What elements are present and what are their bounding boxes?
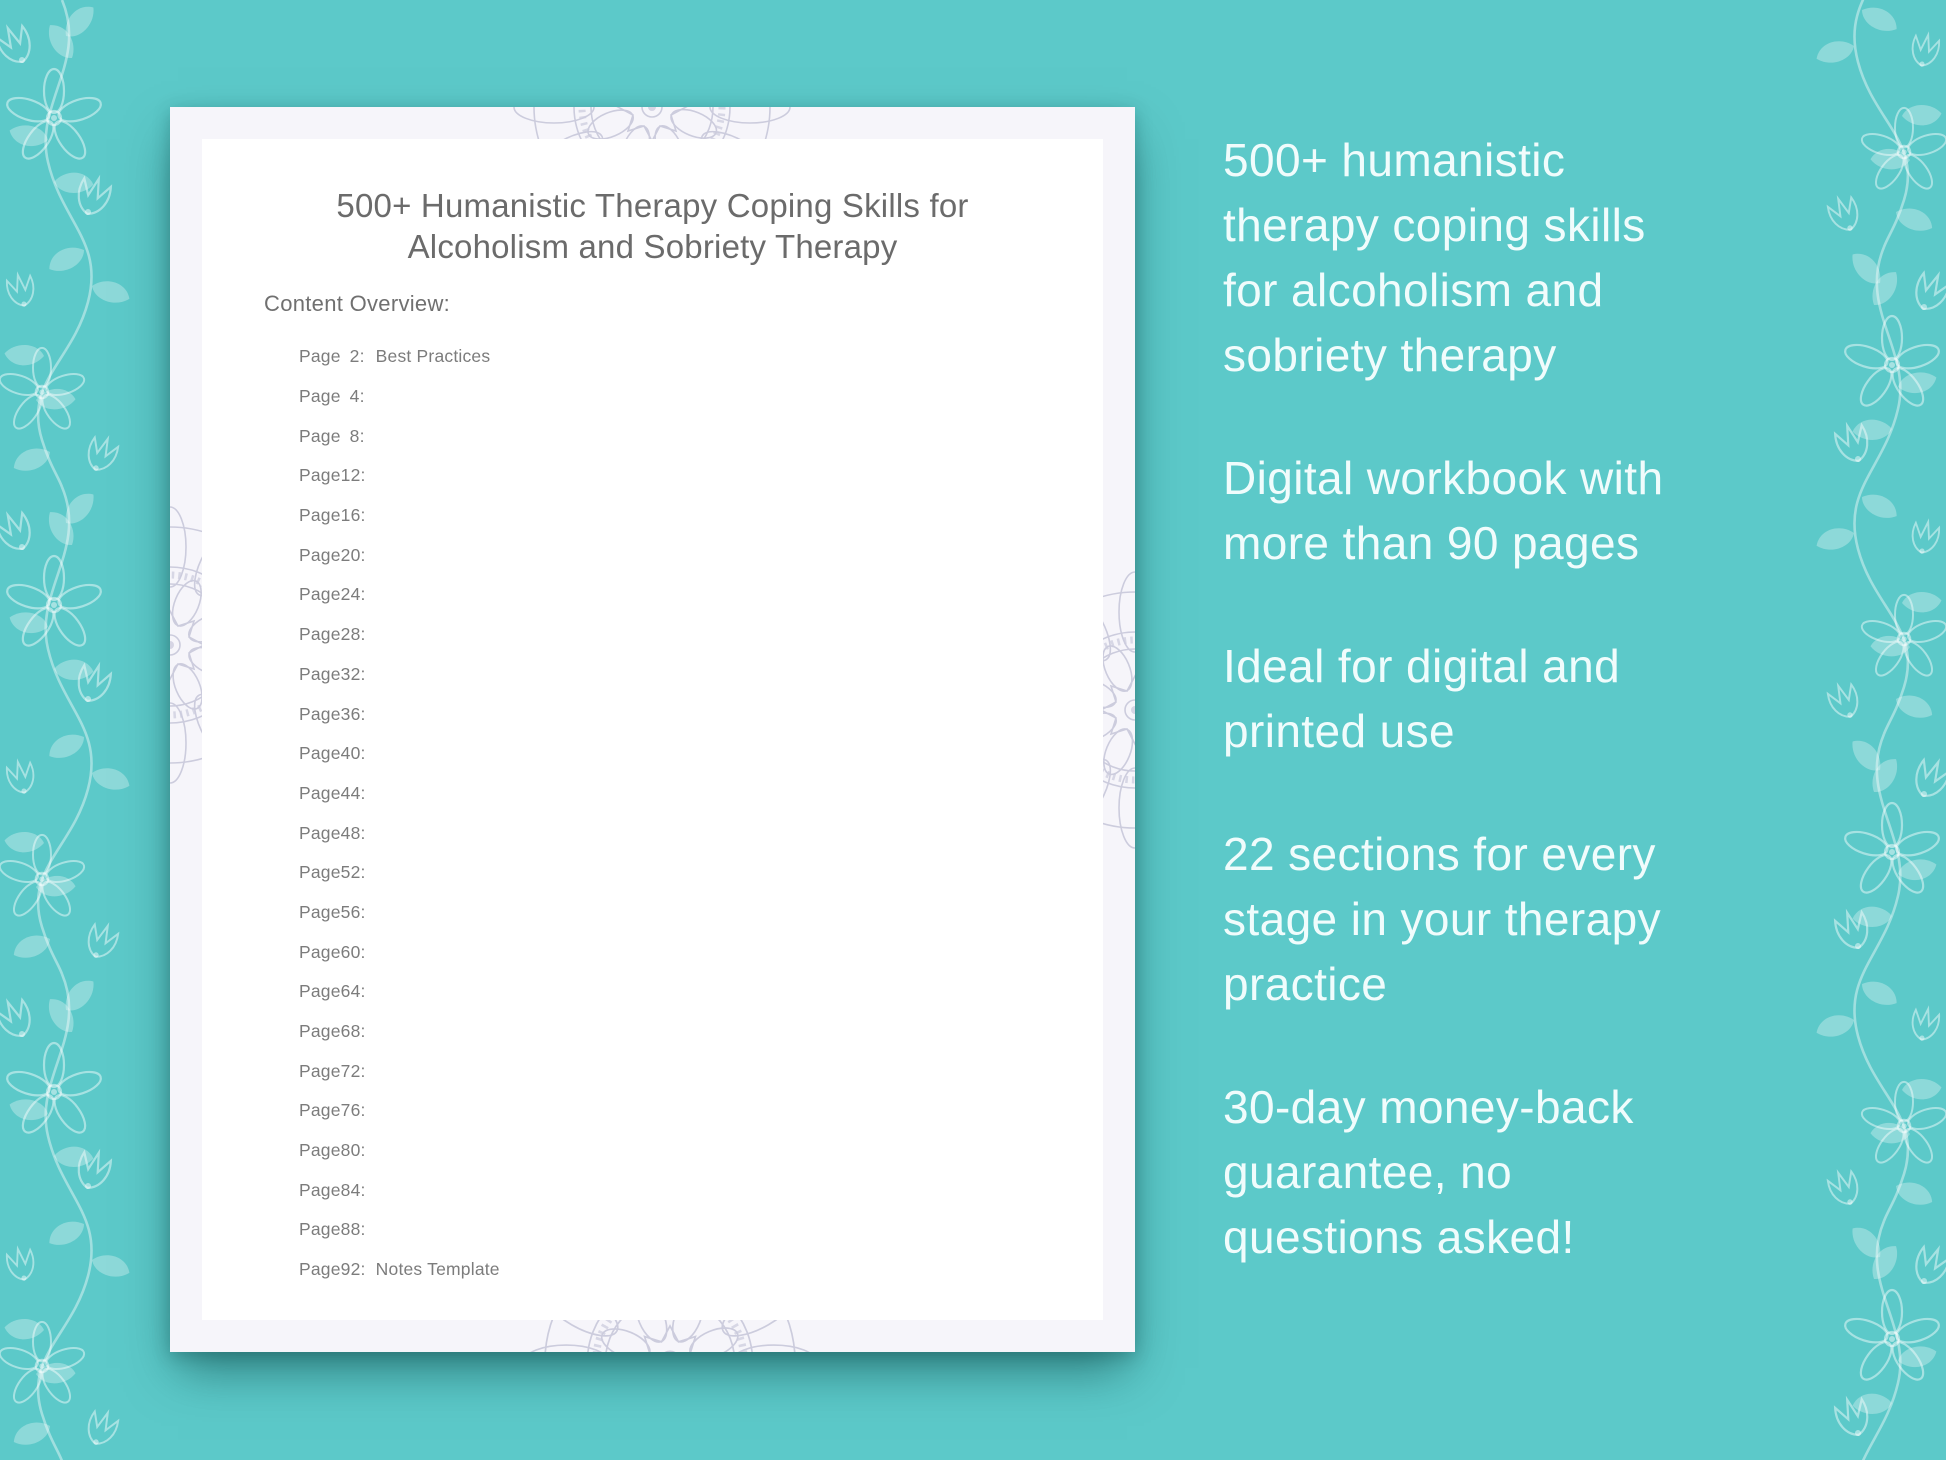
toc-item-prefix: Page — [299, 743, 341, 764]
marketing-line: stage in your therapy — [1223, 893, 1661, 945]
toc-item-prefix: Page — [299, 425, 341, 446]
toc-item-prefix: Page — [299, 941, 341, 962]
toc-item-number: 60: — [340, 941, 366, 962]
marketing-line: Digital workbook with — [1223, 452, 1664, 504]
marketing-block — [1223, 822, 1823, 1017]
toc-item-prefix: Page — [299, 1219, 341, 1240]
document-title-line2: Alcoholism and Sobriety Therapy — [407, 228, 898, 265]
toc-item — [299, 615, 500, 655]
toc-item — [299, 932, 500, 972]
toc-item-number: 36: — [340, 703, 366, 724]
marketing-panel — [1223, 128, 1823, 1328]
toc-item-number: 68: — [340, 1021, 366, 1042]
toc-item — [299, 655, 500, 695]
toc-item — [299, 1051, 500, 1091]
marketing-block — [1223, 1075, 1823, 1270]
toc-item-prefix: Page — [299, 1140, 341, 1161]
document-title — [202, 185, 1103, 267]
toc-item-prefix: Page — [299, 1060, 341, 1081]
toc-item-prefix: Page — [299, 1100, 341, 1121]
toc-item — [299, 893, 500, 933]
toc-item — [299, 337, 500, 377]
toc-item-prefix: Page — [299, 505, 341, 526]
toc-item — [299, 734, 500, 774]
content-overview-heading: Content Overview: — [264, 291, 451, 316]
toc-item-prefix: Page — [299, 1021, 341, 1042]
toc-item-number: 40: — [340, 743, 366, 764]
marketing-line: printed use — [1223, 705, 1455, 757]
marketing-block — [1223, 128, 1823, 388]
marketing-line: practice — [1223, 958, 1388, 1010]
toc-item — [299, 972, 500, 1012]
marketing-line: 30-day money-back — [1223, 1081, 1634, 1133]
toc-item-prefix: Page — [299, 465, 341, 486]
toc-item-number: 16: — [340, 505, 366, 526]
toc-item — [299, 1091, 500, 1131]
toc-item-number: 24: — [340, 584, 366, 605]
toc-item-number: 64: — [340, 981, 366, 1002]
toc-item-number: 8: — [349, 425, 365, 446]
toc-item-number: 92: — [340, 1259, 366, 1280]
toc-item-prefix: Page — [299, 663, 341, 684]
marketing-block — [1223, 634, 1823, 764]
marketing-line: therapy coping skills — [1223, 199, 1646, 251]
toc-item-number: 4: — [349, 386, 365, 407]
toc-item-number: 72: — [340, 1060, 366, 1081]
toc-item-topic: Best Practices — [375, 346, 491, 367]
toc-item — [299, 813, 500, 853]
toc-item-prefix: Page — [299, 901, 341, 922]
toc-item-number: 12: — [340, 465, 366, 486]
toc-item-number: 20: — [340, 544, 366, 565]
toc-item-prefix: Page — [299, 544, 341, 565]
page-content — [202, 139, 1103, 1320]
toc-item-number: 28: — [340, 624, 366, 645]
toc-list — [299, 337, 500, 1290]
toc-item-number: 32: — [340, 663, 366, 684]
marketing-block — [1223, 446, 1823, 576]
toc-item-prefix: Page — [299, 386, 341, 407]
toc-item-prefix: Page — [299, 1179, 341, 1200]
toc-item-number: 52: — [340, 862, 366, 883]
toc-item-prefix: Page — [299, 1259, 341, 1280]
toc-item — [299, 416, 500, 456]
marketing-line: questions asked! — [1223, 1211, 1575, 1263]
toc-item — [299, 853, 500, 893]
toc-item-prefix: Page — [299, 624, 341, 645]
toc-item — [299, 694, 500, 734]
toc-item-prefix: Page — [299, 822, 341, 843]
toc-item — [299, 774, 500, 814]
toc-item — [299, 377, 500, 417]
toc-item-number: 76: — [340, 1100, 366, 1121]
marketing-line: 22 sections for every — [1223, 828, 1656, 880]
toc-item-number: 84: — [340, 1179, 366, 1200]
toc-item — [299, 1170, 500, 1210]
marketing-line: guarantee, no — [1223, 1146, 1513, 1198]
toc-item-number: 80: — [340, 1140, 366, 1161]
toc-item — [299, 1250, 500, 1290]
toc-item-prefix: Page — [299, 981, 341, 1002]
toc-item-number: 2: — [349, 346, 365, 367]
toc-item — [299, 1210, 500, 1250]
marketing-line: more than 90 pages — [1223, 517, 1640, 569]
workbook-page-preview — [170, 107, 1135, 1352]
toc-item-prefix: Page — [299, 703, 341, 724]
toc-item — [299, 575, 500, 615]
toc-item — [299, 1012, 500, 1052]
toc-item-number: 56: — [340, 901, 366, 922]
toc-item-prefix: Page — [299, 782, 341, 803]
toc-item-prefix: Page — [299, 584, 341, 605]
marketing-line: sobriety therapy — [1223, 329, 1557, 381]
toc-item-prefix: Page — [299, 346, 341, 367]
toc-item — [299, 1131, 500, 1171]
toc-item-prefix: Page — [299, 862, 341, 883]
toc-item-topic: Notes Template — [375, 1259, 500, 1280]
toc-item-number: 44: — [340, 782, 366, 803]
marketing-line: for alcoholism and — [1223, 264, 1604, 316]
marketing-line: Ideal for digital and — [1223, 640, 1621, 692]
toc-item — [299, 496, 500, 536]
toc-item — [299, 456, 500, 496]
marketing-line: 500+ humanistic — [1223, 134, 1566, 186]
toc-item-number: 48: — [340, 822, 366, 843]
document-title-line1: 500+ Humanistic Therapy Coping Skills for — [336, 187, 969, 224]
toc-item-number: 88: — [340, 1219, 366, 1240]
toc-item — [299, 535, 500, 575]
